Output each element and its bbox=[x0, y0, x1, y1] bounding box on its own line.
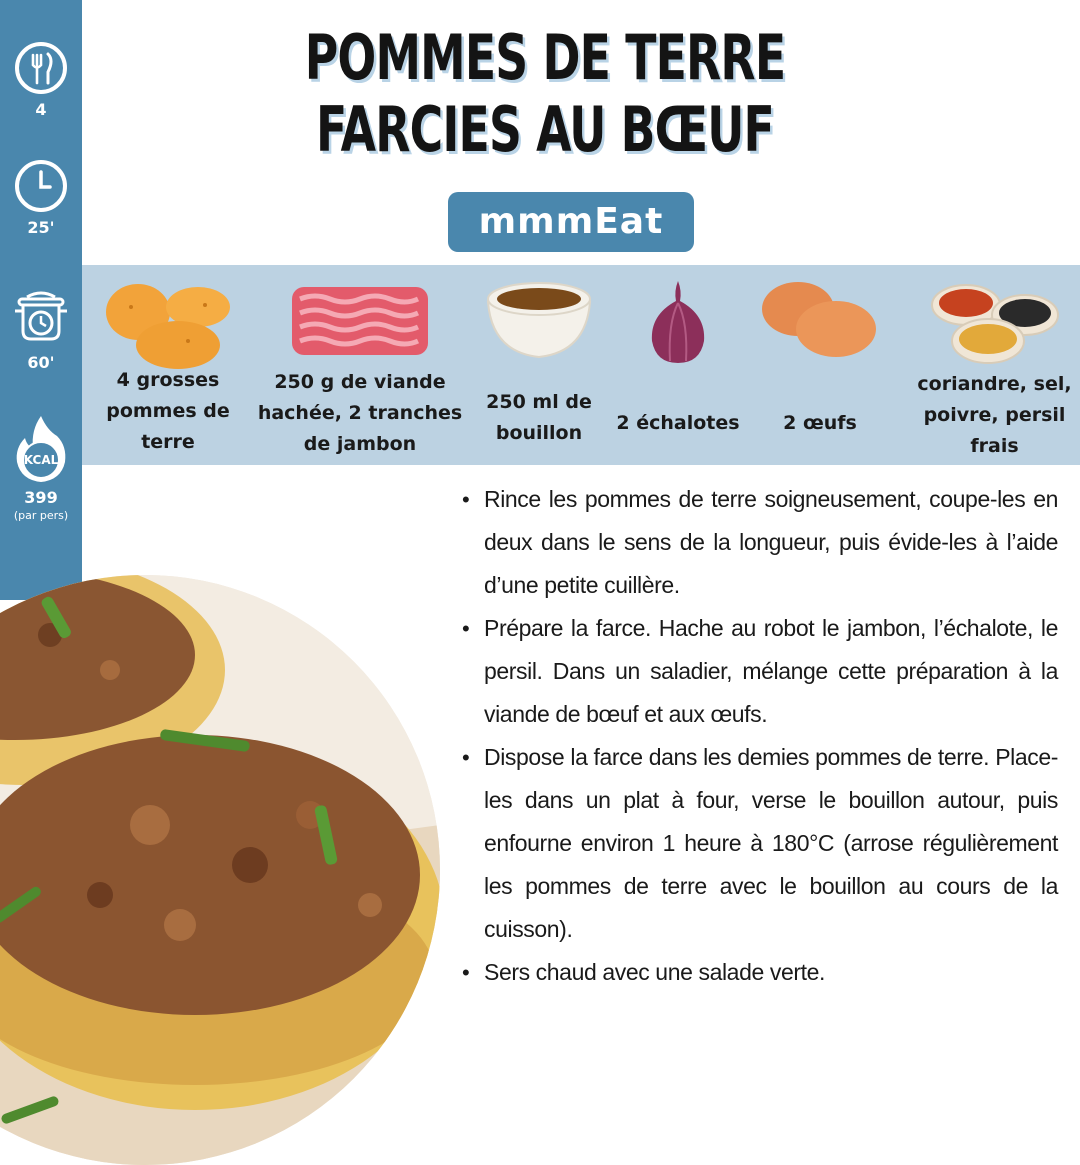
ingredients-band bbox=[82, 265, 1080, 465]
info-sidebar bbox=[0, 0, 82, 600]
ingredient-label: 250 g de viande hachée, 2 tranches de jambon bbox=[257, 371, 463, 455]
ingredient-spices bbox=[912, 265, 1077, 465]
servings-value: 4 bbox=[35, 100, 47, 119]
dish-photo bbox=[0, 575, 440, 1165]
spices-icon bbox=[930, 277, 1060, 367]
clock-icon bbox=[13, 158, 69, 214]
cooking-pot-icon bbox=[9, 283, 73, 347]
recipe-step: • Sers chaud avec une salade verte. bbox=[462, 951, 1058, 994]
prep-time-value: 25' bbox=[27, 218, 55, 237]
cook-time-value: 60' bbox=[27, 353, 55, 372]
cook-time-info bbox=[0, 283, 82, 372]
ingredient-label: 2 échalotes bbox=[616, 412, 740, 434]
ingredient-label: 4 grosses pommes de terre bbox=[106, 369, 230, 453]
stuffed-potato-image bbox=[0, 575, 440, 1165]
ingredient-broth bbox=[474, 265, 604, 465]
recipe-step: • Rince les pommes de terre soigneusement, coupe-les en deux dans le sens de la longueur, puis évide-les à l’aide d’une petite cuillère. bbox=[462, 478, 1058, 607]
calories-info bbox=[0, 412, 82, 522]
shallot-icon bbox=[643, 277, 713, 367]
ingredient-label: 250 ml de bouillon bbox=[486, 391, 592, 444]
cutlery-icon bbox=[13, 40, 69, 96]
brand-logo: mmmEat bbox=[448, 192, 694, 252]
recipe-step: • Dispose la farce dans les demies pommes de terre. Place-les dans un plat à four, verse le bouillon autour, puis enfourne environ 1 heure à 180°C (arrose régulièrement les pommes de terre avec le bouillon au cours de la cuisson). bbox=[462, 736, 1058, 951]
recipe-step: • Prépare la farce. Hache au robot le jambon, l’échalote, le persil. Dans un saladier, mélange cette préparation à la viande de bœuf et aux œufs. bbox=[462, 607, 1058, 736]
servings-info bbox=[0, 40, 82, 119]
flame-kcal-icon bbox=[9, 412, 73, 484]
ingredient-meat bbox=[254, 265, 466, 465]
recipe-title: POMMES DE TERRE FARCIES AU BŒUF bbox=[304, 21, 786, 166]
potatoes-icon bbox=[93, 277, 243, 372]
calories-unit: (par pers) bbox=[13, 509, 69, 522]
prep-time-info bbox=[0, 158, 82, 237]
eggs-icon bbox=[760, 277, 880, 362]
ground-meat-icon bbox=[290, 277, 430, 362]
ingredient-eggs bbox=[752, 265, 888, 465]
ingredient-shallots bbox=[609, 265, 747, 465]
recipe-steps bbox=[462, 478, 1058, 994]
ingredient-label: coriandre, sel, poivre, persil frais bbox=[917, 373, 1072, 457]
broth-bowl-icon bbox=[484, 277, 594, 362]
calories-value: 399 bbox=[24, 488, 58, 507]
ingredient-potatoes bbox=[88, 265, 248, 465]
kcal-badge: KCAL bbox=[23, 453, 59, 467]
ingredient-label: 2 œufs bbox=[783, 412, 857, 434]
